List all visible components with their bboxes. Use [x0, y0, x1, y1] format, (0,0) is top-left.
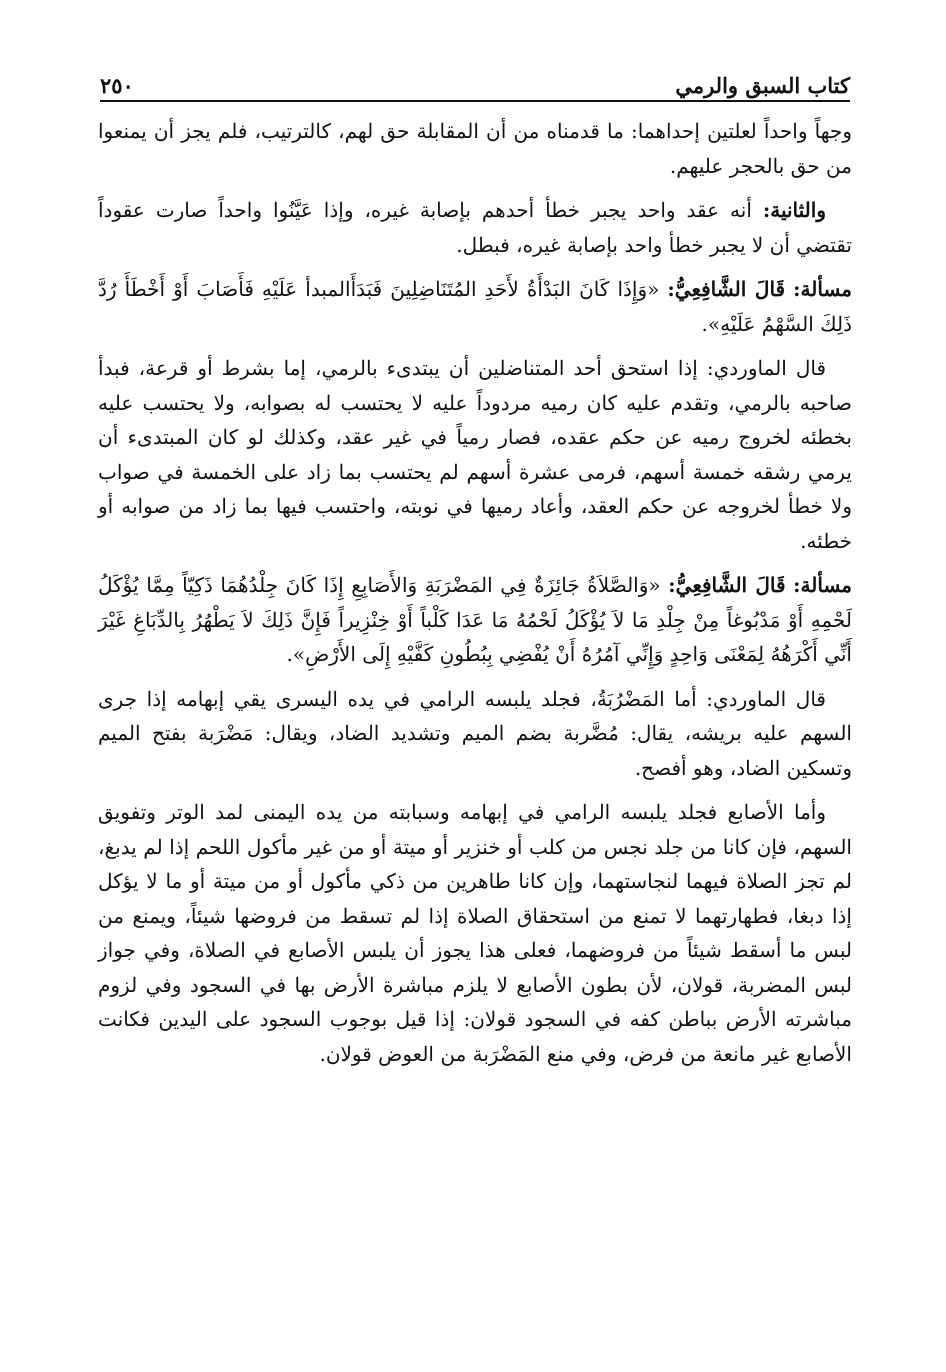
- speaker-label: قَالَ الشَّافِعِيُّ:: [667, 277, 786, 301]
- masala-shafii-quote-1: [98, 272, 852, 341]
- paragraph-second-reason: [98, 193, 852, 262]
- quote-text: «وَإِذَا كَانَ البَدْأَةُ لأَحَدِ المُتَنَاضِلِينَ فَبَدَأَالمبدأ عَلَيْهِ فَأَصَابَ أَوْ أَخْطَأَ رُدَّ ذَلِكَ السَّهْمُ عَلَيْهِ».: [98, 277, 852, 336]
- speaker-label: قَالَ الشَّافِعِيُّ:: [668, 573, 786, 597]
- paragraph-text: قال الماوردي: أما المَضْرُبَةُ، فجلد يلبسه الرامي في يده اليسرى يقي إبهامه إذا جرى السهم عليه بريشه، يقال: مُضَّربة بضم الميم وتشديد الضاد، ويقال: مَضْرَبة بفتح الميم وتسكين الضاد، وهو أفصح.: [98, 686, 852, 780]
- paragraph-text: وأما الأصابع فجلد يلبسه الرامي في إبهامه وسبابته من يده اليمنى لمد الوتر وتفويق السهم، فإن كانا من جلد نجس من كلب أو خنزير أو ميتة أو من غير مأكول اللحم إذا لم يدبغ، لم تجز الصلاة فيهما لنجاستهما، وإن كانا طاهرين من ذكي مأكول أو من ميتة أو ما لا يؤكل إذا دبغا، فطهارتهما لا تمنع من استحقاق الصلاة إذا لم تسقط من فروضها شيئاً، ويمنع من لبس ما أسقط شيئاً من فروضهما، فعلى هذا يجوز أن يلبس الأصابع في الصلاة، وفي جواز لبس المضربة، قولان، لأن بطون الأصابع لا يلزم مباشرة الأرض بها في السجود وفي لزوم مباشرته الأرض بباطن كفه في السجود قولان: إذا قيل بوجوب السجود على اليدين فكانت الأصابع غير مانعة من فرض، وفي منع المَضْرَبة من العوض قولان.: [98, 800, 852, 1066]
- paragraph-text: وجهاً واحداً لعلتين إحداهما: ما قدمناه من أن المقابلة حق لهم، كالترتيب، فلم يجز أن يمنعوا من حق بالحجر عليهم.: [98, 119, 852, 178]
- paragraph-mawardi-2: [98, 682, 852, 786]
- masala-label: مسألة:: [793, 573, 853, 597]
- paragraph-text: أنه عقد واحد يجبر خطأ أحدهم بإصابة غيره، وإذا عَيَّنُوا واحداً صارت عقوداً تقتضي أن لا يجبر خطأ واحد بإصابة غيره، فبطل.: [98, 198, 852, 257]
- masala-label: مسألة:: [793, 277, 853, 301]
- paragraph-asabi: [98, 795, 852, 1071]
- page-body: [98, 114, 852, 1081]
- running-header: [100, 70, 850, 102]
- paragraph-lead: والثانية:: [762, 198, 826, 222]
- page-number: ٢٥٠: [100, 72, 134, 98]
- quote-text: «وَالصَّلاَةُ جَائِزَةٌ فِي المَضْرَبَةِ وَالأَصَابِعِ إِذَا كَانَ جِلْدُهُمَا ذَكِيّاً مِمَّا يُؤْكَلُ لَحْمِهِ أَوْ مَدْبُوغاً مِنْ جِلْدِ مَا لاَ يُؤْكَلُ لَحْمُهُ مَا عَدَا كَلْباً أَوْ خِنْزِيراً فَإِنَّ ذَلِكَ لاَ يَطْهُرُ بِالدِّبَاغِ غَيْرَ أَنِّي أَكْرَهُهُ لِمَعْنَى وَاحِدٍ وَإِنِّي آمُرُهُ أَنْ يُفْضِي بِبُطُونِ كَفَّيْهِ إِلَى الأَرْضِ».: [98, 573, 852, 666]
- masala-shafii-quote-2: [98, 568, 852, 672]
- book-title: كتاب السبق والرمي: [661, 73, 850, 98]
- paragraph-continuation: [98, 114, 852, 183]
- paragraph-text: قال الماوردي: إذا استحق أحد المتناضلين أن يبتدىء بالرمي، إما بشرط أو قرعة، فبدأ صاحبه بالرمي، وتقدم عليه كان رميه مردوداً عليه لا يحتسب له بصوابه، ولا يحتسب عليه بخطئه لخروج رميه عن حكم عقده، فصار رمياً في غير عقد، وكذلك لو كان المبتدىء أن يرمي رشقه خمسة أسهم، فرمى عشرة أسهم لم يحتسب بما زاد على الخمسة في صواب ولا خطأ لخروجه عن حكم العقد، وأعاد رميها في نوبته، واحتسب فيها بما زاد من صوابه أو خطئه.: [98, 356, 852, 553]
- paragraph-mawardi-1: [98, 351, 852, 558]
